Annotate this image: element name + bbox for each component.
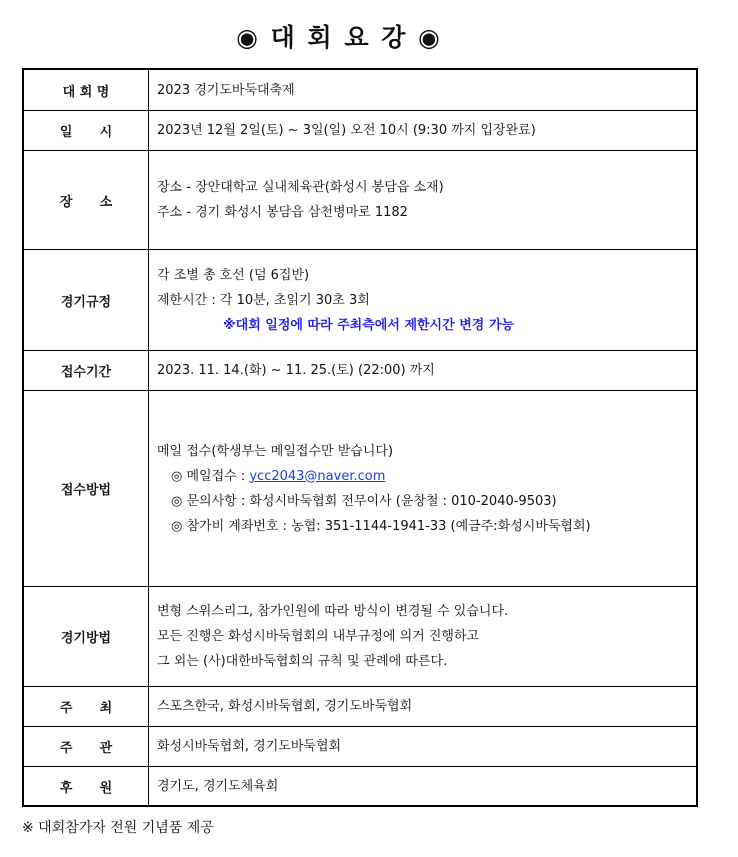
registration-inquiry-text: ◎ 문의사항 : 화성시바둑협회 전무이사 (윤창철 : 010-2040-9503) <box>171 493 557 509</box>
value-venue <box>149 151 696 249</box>
value-game-rules <box>149 250 696 350</box>
label-registration-method: 접수방법 <box>24 391 149 586</box>
value-host <box>149 687 696 726</box>
row-registration-method <box>24 391 696 587</box>
value-sponsor <box>149 767 696 805</box>
registration-email-line <box>157 464 696 489</box>
label-registration-period: 접수기간 <box>24 351 149 390</box>
label-venue: 장 소 <box>24 151 149 249</box>
venue-address-text: 주소 - 경기 화성시 봉담읍 삼천병마로 1182 <box>157 205 408 220</box>
value-organizer <box>149 727 696 766</box>
footnote: ※ 대회참가자 전원 기념품 제공 <box>22 820 214 836</box>
row-organizer <box>24 727 696 767</box>
row-event-name <box>24 70 696 111</box>
event-info-table <box>22 68 698 807</box>
page-title: ◉ 대 회 요 강 ◉ <box>236 23 442 52</box>
datetime-text: 2023년 12월 2일(토) ~ 3일(일) 오전 10시 (9:30 까지 입장완료) <box>157 123 536 138</box>
game-method-line-3: 그 외는 (사)대한바둑협회의 규칙 및 관례에 따른다. <box>157 654 448 669</box>
row-registration-period <box>24 351 696 391</box>
registration-email-link[interactable]: ycc2043@naver.com <box>249 468 386 484</box>
label-game-rules: 경기규정 <box>24 250 149 350</box>
organizer-text: 화성시바둑협회, 경기도바둑협회 <box>157 739 342 754</box>
row-host <box>24 687 696 727</box>
game-method-line-1: 변형 스위스리그, 참가인원에 따라 방식이 변경될 수 있습니다. <box>157 604 509 619</box>
row-game-rules <box>24 250 696 351</box>
venue-place-text: 장소 - 장안대학교 실내체육관(화성시 봉담읍 소재) <box>157 180 444 195</box>
host-text: 스포츠한국, 화성시바둑협회, 경기도바둑협회 <box>157 699 413 714</box>
registration-email-only-text: 메일 접수(학생부는 메일접수만 받습니다) <box>157 443 394 459</box>
row-sponsor <box>24 767 696 805</box>
registration-period-text: 2023. 11. 14.(화) ~ 11. 25.(토) (22:00) 까지 <box>157 363 435 378</box>
row-venue <box>24 151 696 250</box>
label-event-name: 대 회 명 <box>24 70 149 110</box>
row-datetime <box>24 111 696 151</box>
label-host: 주 최 <box>24 687 149 726</box>
value-game-method <box>149 587 696 686</box>
label-datetime: 일 시 <box>24 111 149 150</box>
value-datetime <box>149 111 696 150</box>
registration-account-text: ◎ 참가비 계좌번호 : 농협: 351-1144-1941-33 (예금주:화성시바둑협회) <box>171 518 591 534</box>
rules-notice-text: ※대회 일정에 따라 주최측에서 제한시간 변경 가능 <box>223 317 514 333</box>
registration-email-label: ◎ 메일접수 : <box>171 468 250 484</box>
value-registration-method <box>149 391 696 586</box>
game-method-line-2: 모든 진행은 화성시바둑협회의 내부규정에 의거 진행하고 <box>157 629 480 644</box>
value-event-name <box>149 70 696 110</box>
rules-komi-text: 각 조별 총 호선 (덤 6집반) <box>157 267 310 283</box>
value-registration-period <box>149 351 696 390</box>
label-sponsor: 후 원 <box>24 767 149 805</box>
label-game-method: 경기방법 <box>24 587 149 686</box>
event-name-text: 2023 경기도바둑대축제 <box>157 82 295 98</box>
label-organizer: 주 관 <box>24 727 149 766</box>
rules-time-limit-text: 제한시간 : 각 10분, 초읽기 30초 3회 <box>157 292 370 308</box>
sponsor-text: 경기도, 경기도체육회 <box>157 778 279 794</box>
row-game-method <box>24 587 696 687</box>
